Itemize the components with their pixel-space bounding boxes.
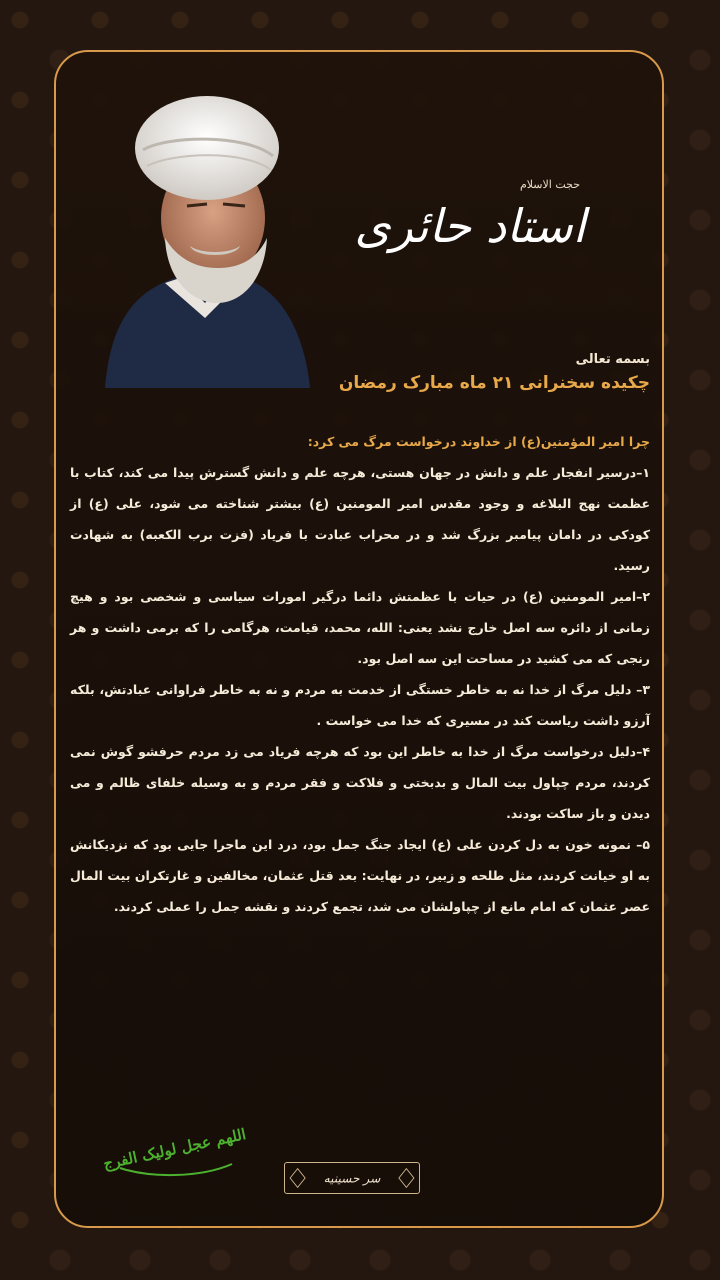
point-5: ۵– نمونه خون به دل کردن علی (ع) ایجاد جنگ جمل بود، درد این ماجرا جایی بود که نزدیکانش به او خیانت کردند، مثل طلحه و زبیر، در نهایت: بعد قتل عثمان، مخالفین و غارتکران بیت المال عصر عثمان که امام مانع از چپاولشان می شد، تجمع کردند و نقشه جمل را عملی کردند. (70, 837, 650, 914)
speaker-name-calligraphy (320, 160, 620, 270)
bismillah-text: بسمه تعالی (575, 352, 650, 367)
prayer-text: اللهم عجل لولیک الفرج (101, 1125, 248, 1173)
brand-logo (284, 1162, 420, 1194)
point-2: ۲–امیر المومنین (ع) در حیات با عظمتش دائما درگیر امورات سیاسی و شخصی بود و هیچ زمانی از دائره سه اصل خارج نشد یعنی: الله، محمد، قیامت، هرگامی را که برمی داشت و هر رنجی که می کشید در مساحت این سه اصل بود. (70, 589, 650, 666)
calligraphy-honorific: حجت الاسلام (519, 178, 581, 191)
lecture-summary (70, 426, 650, 1126)
speaker-portrait (95, 78, 310, 388)
calligraphy-title: استاد حائری (354, 199, 586, 253)
title-block (250, 352, 650, 393)
brand-logo-text: سر حسینیه (323, 1171, 381, 1186)
point-4: ۴–دلیل درخواست مرگ از خدا به خاطر این بود که هرچه فریاد می زد مردم حرفشو گوش نمی کردند، مردم چپاول بیت المال و بدبختی و فلاکت و فقر مردم و به وسیله خلفای ظالم و می دیدن و باز ساکت بودند. (70, 744, 650, 821)
lecture-title: چکیده سخنرانی ۲۱ ماه مبارک رمضان (338, 373, 650, 393)
point-1: ۱–درسیر انفجار علم و دانش در جهان هستی، هرچه علم و دانش گسترش پیدا می کند، کتاب با عظمت نهج البلاغه و وجود مقدس امیر المومنین (ع) بیشتر شناخته می شود، علی (ع) از کودکی در دامان پیامبر بزرگ شد و در محراب عبادت با فریاد (فزت برب الکعبه) به شهادت رسید. (70, 465, 650, 573)
prayer-calligraphy (101, 1106, 248, 1186)
point-3: ۳– دلیل مرگ از خدا نه به خاطر خستگی از خدمت به مردم و نه به خاطر فراوانی عبادتش، بلکه آرزو داشت ریاست کند در مسیری که خدا می خواست . (70, 682, 650, 728)
question-heading: چرا امیر المؤمنین(ع) از خداوند درخواست مرگ می کرد: (307, 434, 650, 449)
